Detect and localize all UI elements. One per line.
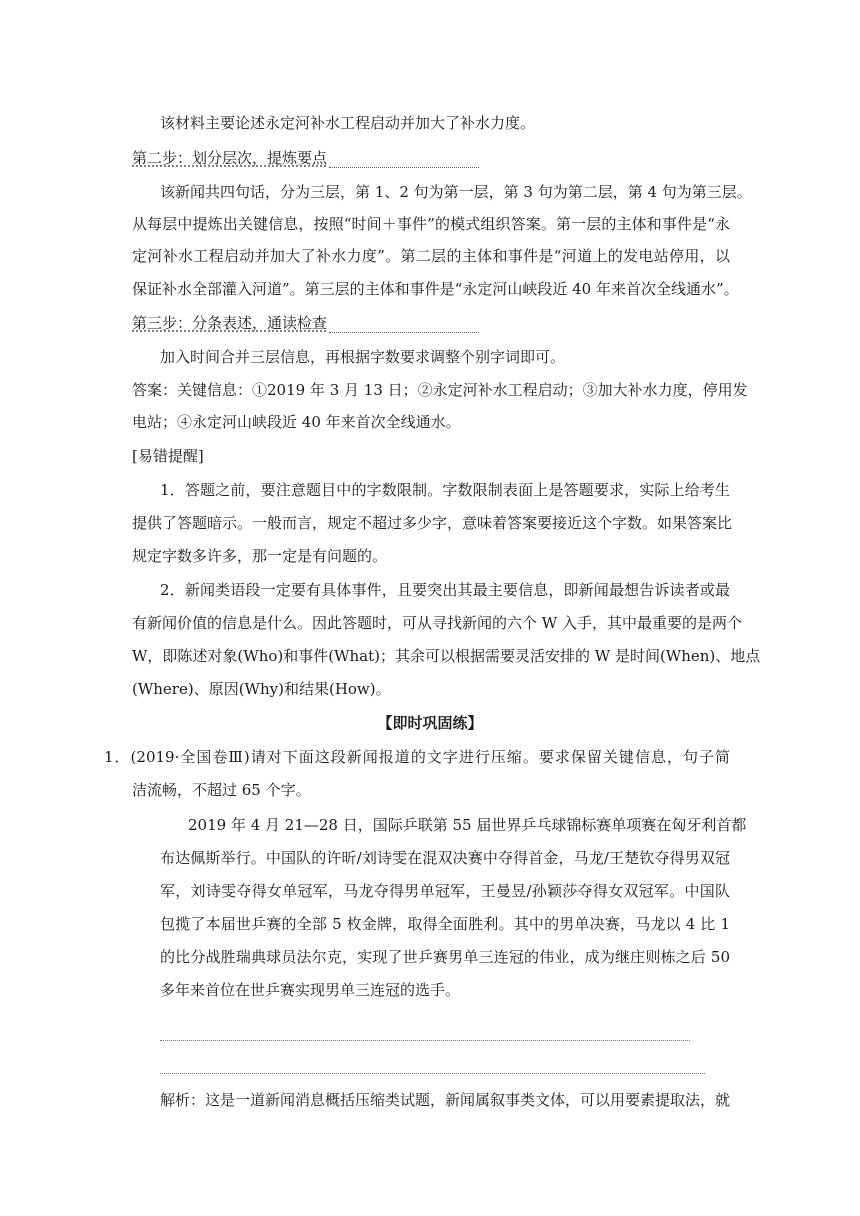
news-line: 包揽了本届世乒赛的全部 5 枚金牌，取得全面胜利。其中的男单决赛，马龙以 4 比 1 (160, 915, 730, 933)
step-two-label: 第二步：划分层次，提炼要点 (132, 149, 328, 167)
tip-heading: [易错提醒] (132, 447, 204, 465)
text-line: 保证补水全部灌入河道”。第三层的主体和事件是“永定河山峡段近 40 年来首次全线通水”。 (132, 280, 739, 298)
dotted-leader (329, 318, 479, 333)
news-line: 多年来首位在世乒赛实现男单三连冠的选手。 (160, 981, 461, 999)
answer-line: 答案：关键信息：①2019 年 3 月 13 日；②永定河补水工程启动；③加大补水力度，停用发 (132, 381, 748, 399)
step-three-heading (132, 313, 479, 333)
answer-blank-line (160, 1073, 705, 1074)
text-line: 加入时间合并三层信息，再根据字数要求调整个别字词即可。 (160, 348, 566, 366)
answer-blank-line (160, 1040, 690, 1041)
answer-line: 电站；④永定河山峡段近 40 年来首次全线通水。 (132, 413, 461, 431)
text-line: 提供了答题暗示。一般而言，规定不超过多少字，意味着答案要接近这个字数。如果答案比 (132, 514, 733, 532)
text-line: 有新闻价值的信息是什么。因此答题时，可从寻找新闻的六个 W 入手，其中最重要的是两个 (132, 614, 742, 632)
dotted-leader (329, 153, 479, 168)
text-line: W，即陈述对象(Who)和事件(What)；其余可以根据需要灵活安排的 W 是时间(When)、地点 (132, 647, 761, 665)
question-line: 1．(2019·全国卷Ⅲ)请对下面这段新闻报道的文字进行压缩。要求保留关键信息，句子简 (104, 748, 730, 766)
text-line: 1．答题之前，要注意题目中的字数限制。字数限制表面上是答题要求，实际上给考生 (160, 481, 730, 499)
news-line: 2019 年 4 月 21—28 日，国际乒联第 55 届世界乒乓球锦标赛单项赛在匈牙利首都 (188, 816, 747, 834)
text-line: 从每层中提炼出关键信息，按照“时间＋事件”的模式组织答案。第一层的主体和事件是“永 (132, 215, 730, 233)
question-line: 洁流畅，不超过 65 个字。 (132, 781, 311, 799)
analysis-line: 解析：这是一道新闻消息概括压缩类试题，新闻属叙事类文体，可以用要素提取法，就 (160, 1091, 731, 1109)
news-line: 的比分战胜瑞典球员法尔克，实现了世乒赛男单三连冠的伟业，成为继庄则栋之后 50 (160, 948, 730, 966)
text-line: 规定字数多许多，那一定是有问题的。 (132, 547, 388, 565)
step-three-label: 第三步：分条表述，通读检查 (132, 314, 328, 332)
text-line: 该材料主要论述永定河补水工程启动并加大了补水力度。 (160, 114, 536, 132)
text-line: 定河补水工程启动并加大了补水力度”。第二层的主体和事件是“河道上的发电站停用，以 (132, 247, 730, 265)
news-line: 军，刘诗雯夺得女单冠军，马龙夺得男单冠军，王曼昱/孙颖莎夺得女双冠军。中国队 (160, 882, 730, 900)
step-two-heading (132, 148, 479, 168)
text-line: (Where)、原因(Why)和结果(How)。 (132, 680, 391, 698)
text-line: 该新闻共四句话，分为三层，第 1、2 句为第一层，第 3 句为第二层，第 4 句为第三层。 (160, 183, 752, 201)
news-line: 布达佩斯举行。中国队的许昕/刘诗雯在混双决赛中夺得首金，马龙/王楚钦夺得男双冠 (160, 849, 730, 867)
text-line: 2．新闻类语段一定要有具体事件，且要突出其最主要信息，即新闻最想告诉读者或最 (160, 581, 730, 599)
section-title: 【即时巩固练】 (377, 714, 483, 732)
